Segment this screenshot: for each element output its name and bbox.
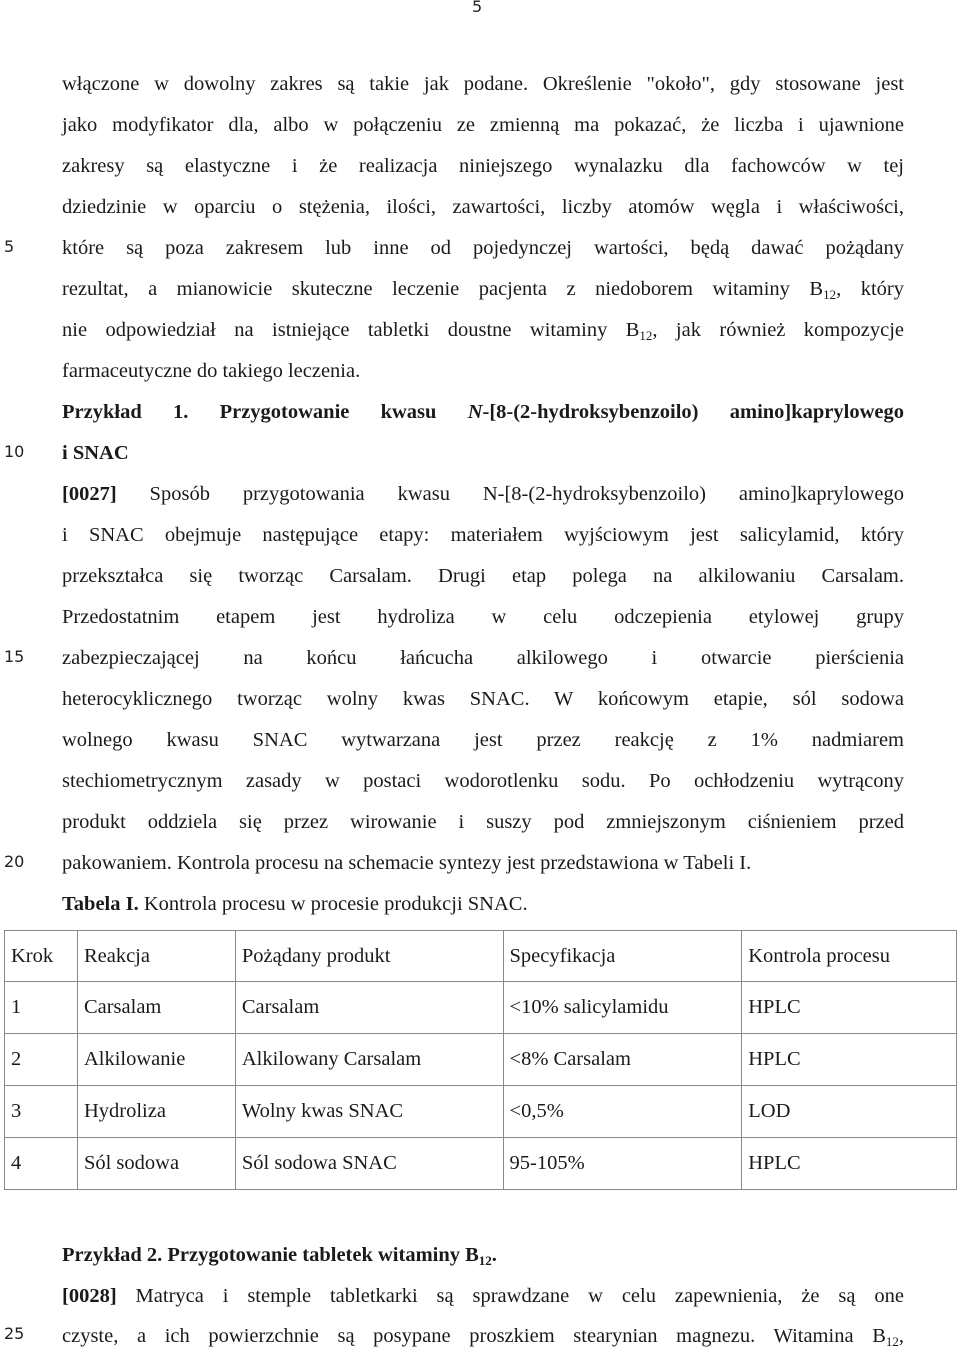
table-header-cell: Pożądany produkt bbox=[235, 931, 503, 982]
table-cell: 4 bbox=[5, 1138, 78, 1190]
paragraph-line: wolnego kwasu SNAC wytwarzana jest przez reakcję z 1% nadmiarem bbox=[62, 729, 904, 751]
paragraph-line: heterocyklicznego tworząc wolny kwas SNAC. W końcowym etapie, sól sodowa bbox=[62, 688, 904, 710]
table-cell: <10% salicylamidu bbox=[503, 982, 742, 1034]
line-number-15: 15 bbox=[4, 647, 25, 666]
table-caption: Tabela I. Kontrola procesu w procesie produkcji SNAC. bbox=[62, 893, 528, 915]
table-row bbox=[5, 1138, 957, 1190]
line-number-10: 10 bbox=[4, 442, 25, 461]
page-number: 5 bbox=[472, 0, 483, 16]
table-cell: Alkilowanie bbox=[77, 1034, 235, 1086]
table-row bbox=[5, 1034, 957, 1086]
table-cell: 2 bbox=[5, 1034, 78, 1086]
table-cell: Wolny kwas SNAC bbox=[235, 1086, 503, 1138]
line-number-5: 5 bbox=[4, 237, 15, 256]
table-header-row bbox=[5, 931, 957, 982]
table-cell: 1 bbox=[5, 982, 78, 1034]
table-cell: <8% Carsalam bbox=[503, 1034, 742, 1086]
example-2-heading: Przykład 2. Przygotowanie tabletek witaminy $B_{12}$. bbox=[62, 1244, 497, 1268]
paragraph-line: dziedzinie w oparciu o stężenia, ilości, zawartości, liczby atomów węgla i właściwości, bbox=[62, 196, 904, 218]
paragraph-line: nie odpowiedział na istniejące tabletki doustne witaminy $B_{12}$, jak również kompozycje bbox=[62, 319, 904, 343]
line-number-25: 25 bbox=[4, 1324, 25, 1343]
table-cell: Hydroliza bbox=[77, 1086, 235, 1138]
paragraph-line: zabezpieczającej na końcu łańcucha alkilowego i otwarcie pierścienia bbox=[62, 647, 904, 669]
paragraph-line: zakresy są elastyczne i że realizacja niniejszego wynalazku dla fachowców w tej bbox=[62, 155, 904, 177]
paragraph-line: [0028] Matryca i stemple tabletkarki są sprawdzane w celu zapewnienia, że są one bbox=[62, 1285, 904, 1307]
table-header-cell: Krok bbox=[5, 931, 78, 982]
paragraph-line: które są poza zakresem lub inne od pojedynczej wartości, będą dawać pożądany bbox=[62, 237, 904, 259]
paragraph-line: czyste, a ich powierzchnie są posypane proszkiem stearynian magnezu. Witamina $B_{12}$, bbox=[62, 1325, 904, 1349]
table-cell: <0,5% bbox=[503, 1086, 742, 1138]
table-cell: Sól sodowa SNAC bbox=[235, 1138, 503, 1190]
table-header-cell: Specyfikacja bbox=[503, 931, 742, 982]
table-cell: 95-105% bbox=[503, 1138, 742, 1190]
table-cell: LOD bbox=[742, 1086, 957, 1138]
paragraph-line: produkt oddziela się przez wirowanie i suszy pod zmniejszonym ciśnieniem przed bbox=[62, 811, 904, 833]
table-cell: HPLC bbox=[742, 1138, 957, 1190]
table-cell: HPLC bbox=[742, 1034, 957, 1086]
paragraph-line: Przedostatnim etapem jest hydroliza w celu odczepienia etylowej grupy bbox=[62, 606, 904, 628]
process-control-table bbox=[4, 930, 957, 1190]
paragraph-line: jako modyfikator dla, albo w połączeniu ze zmienną ma pokazać, że liczba i ujawnione bbox=[62, 114, 904, 136]
table-row bbox=[5, 1086, 957, 1138]
table-row bbox=[5, 982, 957, 1034]
table-header-cell: Kontrola procesu bbox=[742, 931, 957, 982]
paragraph-line: włączone w dowolny zakres są takie jak podane. Określenie "około", gdy stosowane jest bbox=[62, 73, 904, 95]
table-cell: 3 bbox=[5, 1086, 78, 1138]
table-cell: Alkilowany Carsalam bbox=[235, 1034, 503, 1086]
table-cell: HPLC bbox=[742, 982, 957, 1034]
paragraph-line: stechiometrycznym zasady w postaci wodorotlenku sodu. Po ochłodzeniu wytrącony bbox=[62, 770, 904, 792]
paragraph-line: rezultat, a mianowicie skuteczne leczenie pacjenta z niedoborem witaminy $B_{12}$, który bbox=[62, 278, 904, 302]
line-number-20: 20 bbox=[4, 852, 25, 871]
table-cell: Sól sodowa bbox=[77, 1138, 235, 1190]
paragraph-line: [0027] Sposób przygotowania kwasu N-[8-(2-hydroksybenzoilo) amino]kaprylowego bbox=[62, 483, 904, 505]
paragraph-line: i SNAC obejmuje następujące etapy: materiałem wyjściowym jest salicylamid, który bbox=[62, 524, 904, 546]
table-header-cell: Reakcja bbox=[77, 931, 235, 982]
paragraph-line: przekształca się tworząc Carsalam. Drugi etap polega na alkilowaniu Carsalam. bbox=[62, 565, 904, 587]
table-cell: Carsalam bbox=[77, 982, 235, 1034]
table-cell: Carsalam bbox=[235, 982, 503, 1034]
paragraph-line: pakowaniem. Kontrola procesu na schemacie syntezy jest przedstawiona w Tabeli I. bbox=[62, 852, 752, 874]
example-1-heading-cont: i SNAC bbox=[62, 442, 129, 464]
paragraph-line: farmaceutyczne do takiego leczenia. bbox=[62, 360, 361, 382]
example-1-heading: Przykład 1. Przygotowanie kwasu N-[8-(2-hydroksybenzoilo) amino]kaprylowego bbox=[62, 401, 904, 423]
